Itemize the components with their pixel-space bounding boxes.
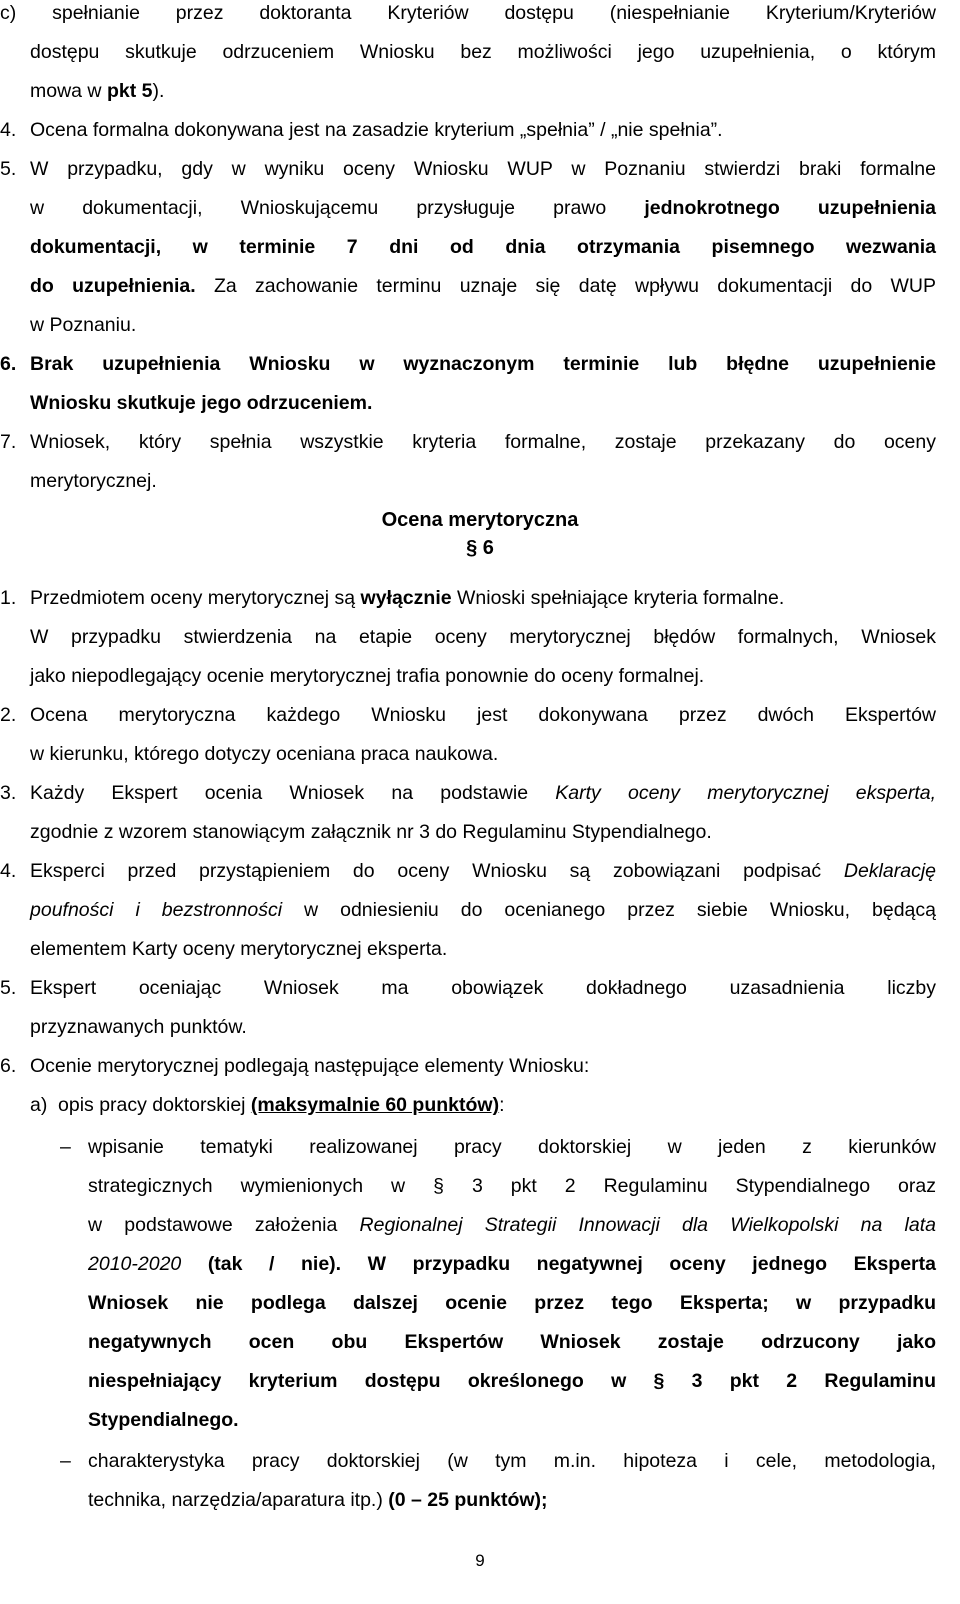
- text-run: Przedmiotem oceny merytorycznej są: [30, 587, 361, 609]
- text-run: Wnioski spełniające kryteria formalne.: [451, 587, 785, 609]
- bold-line: Brak uzupełnienia Wniosku w wyznaczonym terminie lub błędne uzupełnienie: [30, 353, 936, 375]
- text-run: Za zachowanie terminu uznaje się datę wpływu dokumentacji do WUP: [195, 275, 936, 297]
- line-text: W przypadku stwierdzenia na etapie oceny merytorycznej błędów formalnych, Wniosek: [30, 626, 936, 648]
- item-number: 6.: [0, 353, 17, 375]
- bold-underlined-run: (maksymalnie 60 punktów): [250, 1094, 500, 1116]
- text-run: Eksperci przed przystąpieniem do oceny Wniosku są zobowiązani podpisać: [30, 860, 844, 882]
- bold-line: dokumentacji, w terminie 7 dni od dnia otrzymania pisemnego wezwania: [30, 236, 936, 258]
- line-text: przyznawanych punktów.: [30, 1016, 247, 1038]
- dash-bullet: –: [60, 1450, 71, 1472]
- line-text: c) spełnianie przez doktoranta Kryteriów dostępu (niespełnianie Kryterium/Kryteriów: [0, 2, 936, 24]
- bold-line: Wniosek nie podlega dalszej ocenie przez tego Eksperta; w przypadku: [88, 1292, 936, 1314]
- text-run: Każdy Ekspert ocenia Wniosek na podstawie: [30, 782, 556, 804]
- item-number: 1.: [0, 587, 17, 609]
- page-number: 9: [475, 1551, 485, 1570]
- item-number: 2.: [0, 704, 17, 726]
- line-text: dostępu skutkuje odrzuceniem Wniosku bez możliwości jego uzupełnienia, o którym: [30, 41, 936, 63]
- item-number: 4.: [0, 119, 17, 141]
- italic-run: poufności i bezstronności: [30, 899, 283, 921]
- italic-run: Karty oceny merytorycznej eksperta,: [555, 782, 936, 804]
- line-text: [30, 273, 936, 299]
- line-text: W przypadku, gdy w wyniku oceny Wniosku WUP w Poznaniu stwierdzi braki formalne: [30, 158, 936, 180]
- line-text: Wniosek, który spełnia wszystkie kryteria formalne, zostaje przekazany do oceny: [30, 431, 936, 453]
- text-run: w odniesieniu do ocenianego przez siebie Wniosku, będącą: [282, 899, 936, 921]
- bold-line: niespełniający kryterium dostępu określonego w § 3 pkt 2 Regulaminu: [88, 1370, 936, 1392]
- line-text: w Poznaniu.: [30, 314, 137, 336]
- line-text: wpisanie tematyki realizowanej pracy doktorskiej w jeden z kierunków: [88, 1136, 936, 1158]
- item-letter: a): [30, 1094, 48, 1116]
- item-number: 5.: [0, 158, 17, 180]
- line-text: [30, 897, 936, 923]
- line-text: strategicznych wymienionych w § 3 pkt 2 Regulaminu Stypendialnego oraz: [88, 1175, 936, 1197]
- line-text: merytorycznej.: [30, 470, 157, 492]
- line-text: [30, 858, 936, 884]
- line-text: elementem Karty oceny merytorycznej eksperta.: [30, 938, 448, 960]
- italic-run: 2010-2020: [88, 1253, 182, 1275]
- line-text: zgodnie z wzorem stanowiącym załącznik nr 3 do Regulaminu Stypendialnego.: [30, 821, 712, 843]
- section-title: Ocena merytoryczna: [381, 509, 579, 531]
- text-run: opis pracy doktorskiej: [58, 1094, 251, 1116]
- text-run: ).: [152, 80, 165, 102]
- italic-run: Regionalnej Strategii Innowacji dla Wielkopolski na lata: [359, 1214, 936, 1236]
- line-text: [30, 195, 936, 221]
- bold-line: Wniosku skutkuje jego odrzuceniem.: [30, 392, 373, 414]
- line-text: Ocena formalna dokonywana jest na zasadzie kryterium „spełnia” / „nie spełnia”.: [30, 119, 723, 141]
- bold-run: (tak / nie). W przypadku negatywnej oceny jednego Eksperta: [181, 1253, 936, 1275]
- paragraph-number: § 6: [466, 537, 494, 559]
- line-text: Ocenie merytorycznej podlegają następujące elementy Wniosku:: [30, 1055, 590, 1077]
- line-text: Ocena merytoryczna każdego Wniosku jest dokonywana przez dwóch Ekspertów: [30, 704, 936, 726]
- line-text: [30, 78, 936, 104]
- text-run: w dokumentacji, Wnioskującemu przysługuje prawo: [30, 197, 645, 219]
- bold-run: (0 – 25 punktów);: [388, 1489, 548, 1511]
- item-number: 5.: [0, 977, 17, 999]
- bold-line: negatywnych ocen obu Ekspertów Wniosek zostaje odrzucony jako: [88, 1331, 936, 1353]
- text-run: mowa w: [30, 80, 107, 102]
- item-number: 7.: [0, 431, 17, 453]
- line-text: Ekspert oceniając Wniosek ma obowiązek dokładnego uzasadnienia liczby: [30, 977, 936, 999]
- dash-bullet: –: [60, 1136, 71, 1158]
- text-run: w podstawowe założenia: [88, 1214, 360, 1236]
- line-text: [88, 1212, 936, 1238]
- italic-run: Deklarację: [843, 860, 936, 882]
- item-number: 6.: [0, 1055, 17, 1077]
- line-text: [58, 1092, 936, 1118]
- line-text: w kierunku, którego dotyczy oceniana praca naukowa.: [30, 743, 499, 765]
- bold-run: do uzupełnienia.: [30, 275, 196, 297]
- line-text: [30, 780, 936, 806]
- line-text: [88, 1487, 936, 1513]
- line-text: charakterystyka pracy doktorskiej (w tym m.in. hipoteza i cele, metodologia,: [88, 1450, 936, 1472]
- item-number: 4.: [0, 860, 17, 882]
- bold-run: pkt 5: [106, 80, 153, 102]
- bold-line: Stypendialnego.: [88, 1409, 239, 1431]
- line-text: jako niepodlegający ocenie merytorycznej trafia ponownie do oceny formalnej.: [30, 665, 705, 687]
- bold-run: wyłącznie: [360, 587, 452, 609]
- text-run: technika, narzędzia/aparatura itp.): [88, 1489, 389, 1511]
- item-number: 3.: [0, 782, 17, 804]
- text-run: :: [499, 1094, 505, 1116]
- line-text: [30, 585, 936, 611]
- line-text: [88, 1251, 936, 1277]
- bold-run: jednokrotnego uzupełnienia: [644, 197, 936, 219]
